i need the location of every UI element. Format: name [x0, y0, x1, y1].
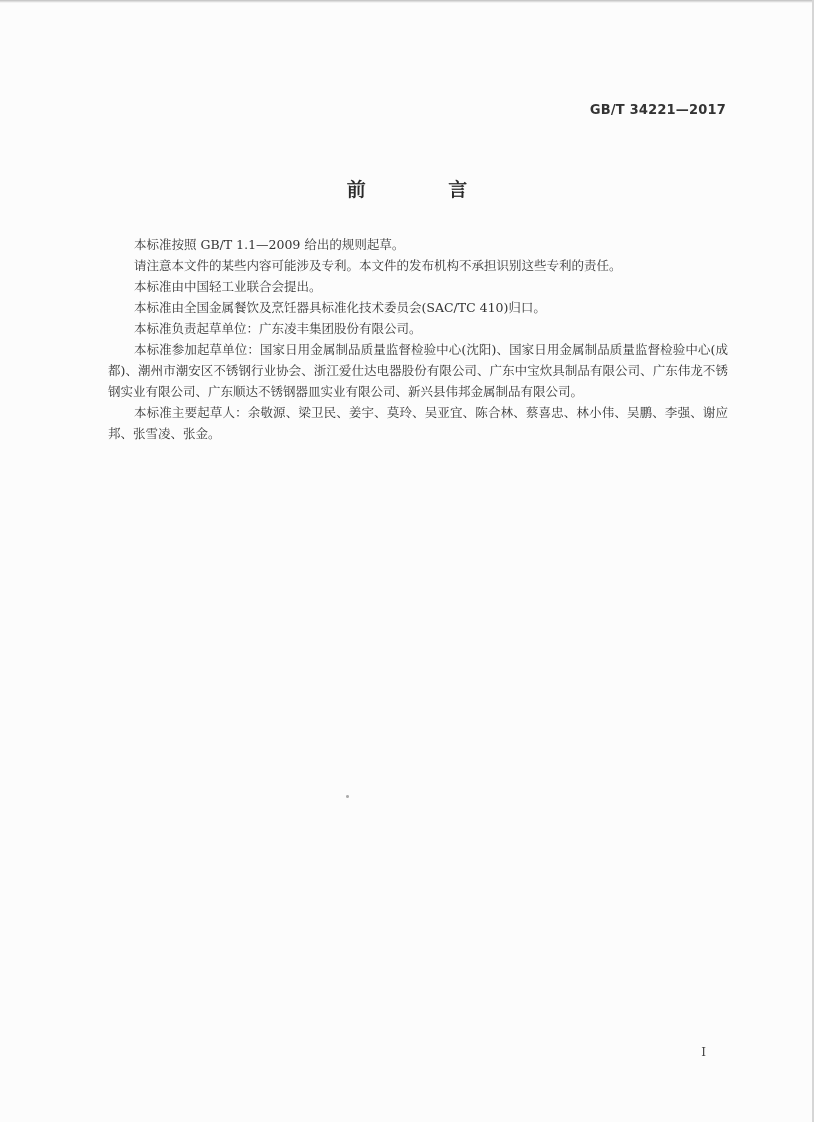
- scan-edge-top: [0, 0, 814, 3]
- paragraph-participating-drafters: 本标准参加起草单位：国家日用金属制品质量监督检验中心(沈阳)、国家日用金属制品质量监督检验中心(成都)、潮州市潮安区不锈钢行业协会、浙江爱仕达电器股份有限公司、广东中宝炊具制品有限公司、广东伟龙不锈钢实业有限公司、广东顺达不锈钢器皿实业有限公司、新兴县伟邦金属制品有限公司。: [108, 342, 728, 399]
- foreword-body: [108, 234, 728, 444]
- page-number: I: [701, 1045, 706, 1059]
- paragraph-main-drafters: 本标准主要起草人：余敬源、梁卫民、姜宇、莫玲、吴亚宜、陈合林、蔡喜忠、林小伟、吴鹏、李强、谢应邦、张雪凌、张金。: [108, 405, 728, 441]
- paragraph-patent-notice: 请注意本文件的某些内容可能涉及专利。本文件的发布机构不承担识别这些专利的责任。: [134, 258, 622, 273]
- page-title: 前 言: [346, 179, 506, 201]
- paragraph-lead-drafter: 本标准负责起草单位：广东凌丰集团股份有限公司。: [134, 321, 422, 336]
- paragraph-proposed-by: 本标准由中国轻工业联合会提出。: [134, 279, 322, 294]
- standard-code: GB/T 34221—2017: [589, 103, 726, 118]
- paragraph-technical-committee: 本标准由全国金属餐饮及烹饪器具标准化技术委员会(SAC/TC 410)归口。: [134, 300, 546, 315]
- paragraph-drafting-rules: 本标准按照 GB/T 1.1—2009 给出的规则起草。: [134, 237, 405, 252]
- scan-speck: [346, 795, 349, 798]
